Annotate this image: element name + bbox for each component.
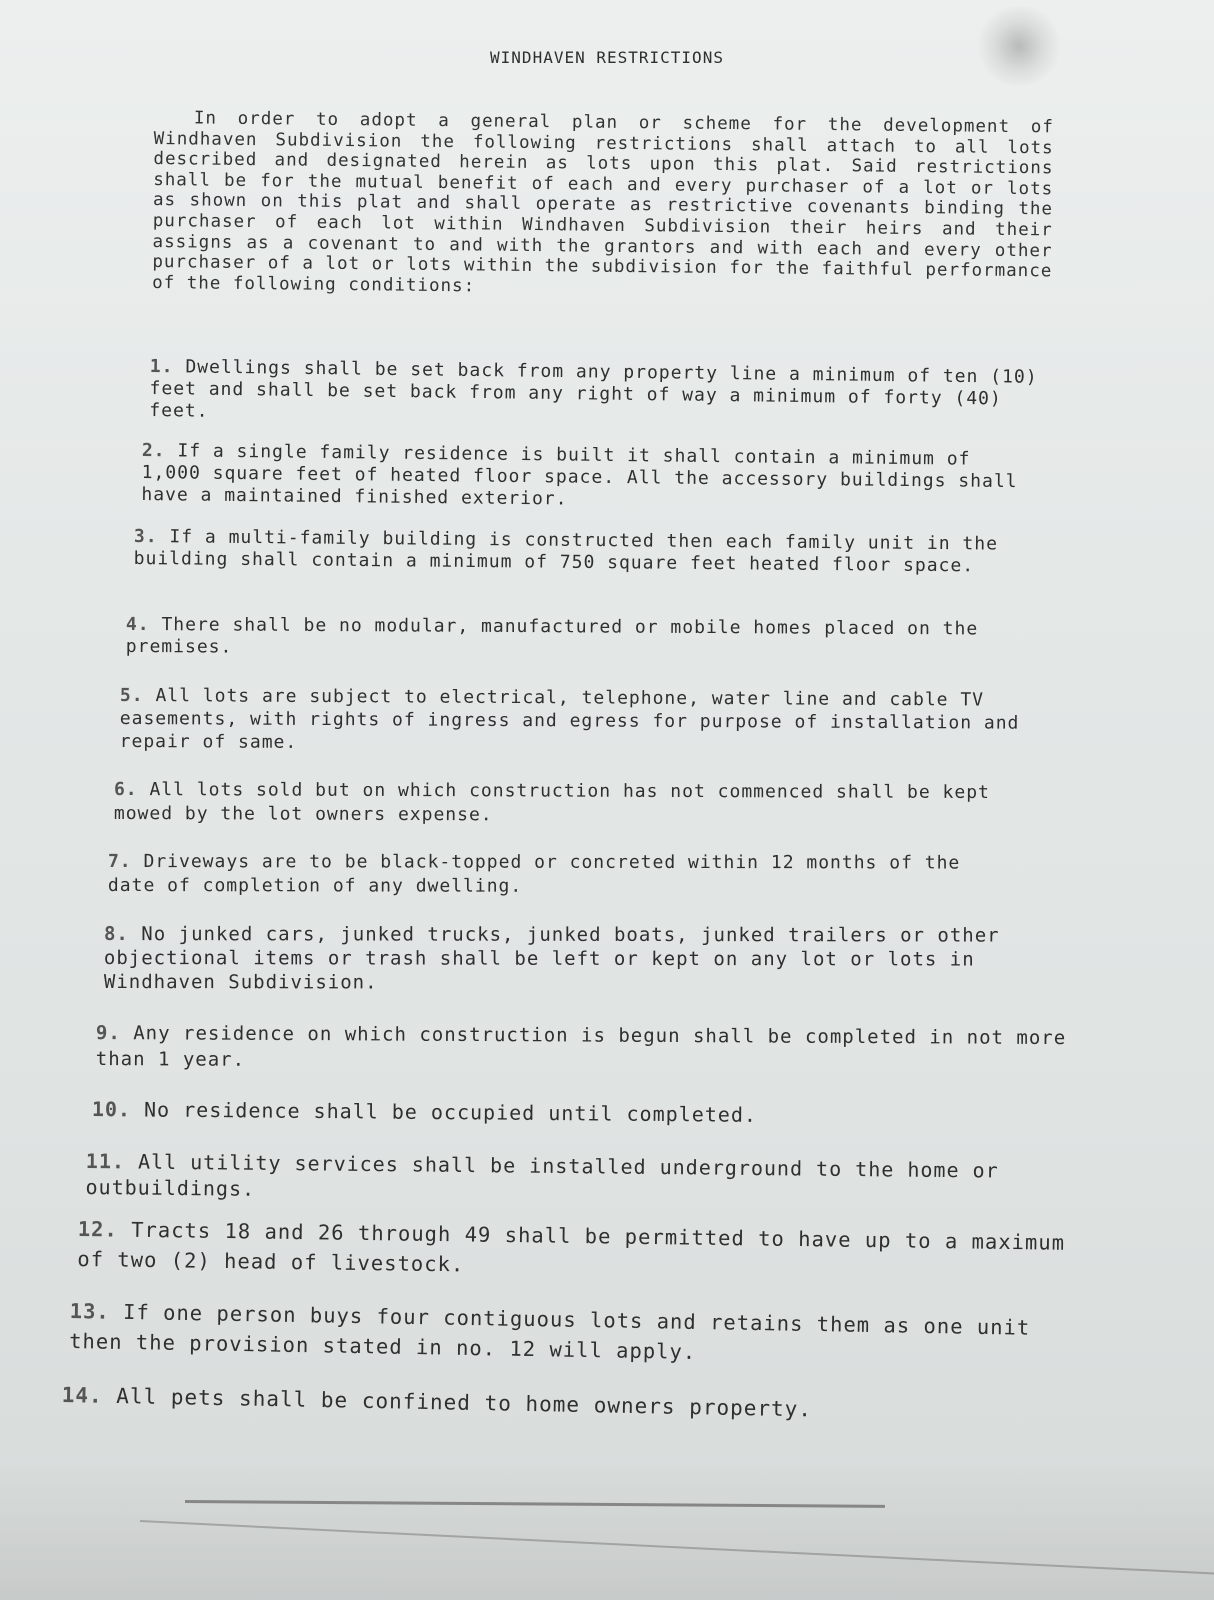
restriction-item [61,1380,1061,1429]
item-number: 3. [133,526,158,548]
item-number: 9. [95,1022,121,1045]
item-text: No junked cars, junked trucks, junked boats, junked trailers or other objectional items or trash shall be left or kept on any lot or lots in Windhaven Subdivision. [103,923,1000,994]
item-text: Driveways are to be black-topped or concreted within 12 months of the date of completion of any dwelling. [107,851,961,897]
restriction-item [77,1214,1088,1288]
restriction-item [104,922,1084,996]
restriction-item [114,778,1034,829]
item-number: 2. [141,440,166,462]
restriction-item [96,1020,1106,1077]
restriction-item [141,440,1022,515]
item-number: 8. [103,923,129,946]
item-text: All utility services shall be installed underground to the home or outbuildings. [85,1149,999,1201]
item-number: 6. [113,779,138,801]
item-text: All lots sold but on which construction has not commenced shall be kept mowed by the lot owners expense. [113,779,990,826]
item-text: Dwellings shall be set back from any property line a minimum of ten (10) feet and shall be set back from any right of way a minimum of forty (40) feet. [149,356,1038,422]
restriction-item [108,850,1008,900]
restriction-item [149,356,1040,433]
restriction-item [92,1096,992,1130]
restriction-item [126,614,1076,663]
item-text: No residence shall be occupied until completed. [143,1097,758,1127]
item-text: If a multi-family building is constructed then each family unit in the building shall contain a minimum of 750 square feet heated floor space. [133,526,999,577]
item-number: 11. [85,1149,126,1174]
item-text: If one person buys four contiguous lots and retains them as one unit then the provision stated in no. 12 will apply. [69,1299,1031,1364]
restriction-item [85,1148,1065,1210]
restriction-item [134,526,1034,578]
item-number: 5. [119,685,144,707]
item-text: All lots are subject to electrical, telephone, water line and cable TV easements, with rights of ingress and egress for purpose of installation and repair of same. [119,685,1020,753]
item-number: 1. [149,356,174,378]
document-title: WINDHAVEN RESTRICTIONS [490,48,724,67]
item-number: 13. [69,1298,110,1324]
item-text: There shall be no modular, manufactured or mobile homes placed on the premises. [125,614,979,658]
item-text: Any residence on which construction is begun shall be completed in not more than 1 year. [95,1022,1067,1071]
item-number: 4. [125,614,150,636]
photo-shadow [0,1460,1214,1600]
item-number: 10. [91,1097,132,1122]
item-text: Tracts 18 and 26 through 49 shall be permitted to have up to a maximum of two (2) head of livestock. [77,1217,1066,1277]
item-number: 12. [77,1216,118,1242]
item-number: 7. [107,851,132,873]
restriction-item [120,684,1030,758]
restriction-item [69,1296,1070,1373]
toner-smudge [974,6,1064,86]
item-text: All pets shall be confined to home owners property. [116,1384,813,1422]
intro-paragraph: In order to adopt a general plan or scheme for the development of Windhaven Subdivision the following restrictions shall attach to all lots described and designated herein as lots upon this plat. Said restrictions shall be for the mutual benefit of each and every purchaser of a lot or lots as shown on this plat and shall operate as restrictive covenants binding the purchaser of each lot within Windhaven Subdivision their heirs and their assigns as a covenant to and with the grantors and with each and every other purchaser of a lot or lots within the subdivision for the faithful performance of the following conditions: [152,108,1054,297]
item-number: 14. [61,1382,103,1408]
item-text: If a single family residence is built it shall contain a minimum of 1,000 square feet of heated floor space. All the accessory buildings shall have a maintained finished exterior. [141,440,1018,510]
